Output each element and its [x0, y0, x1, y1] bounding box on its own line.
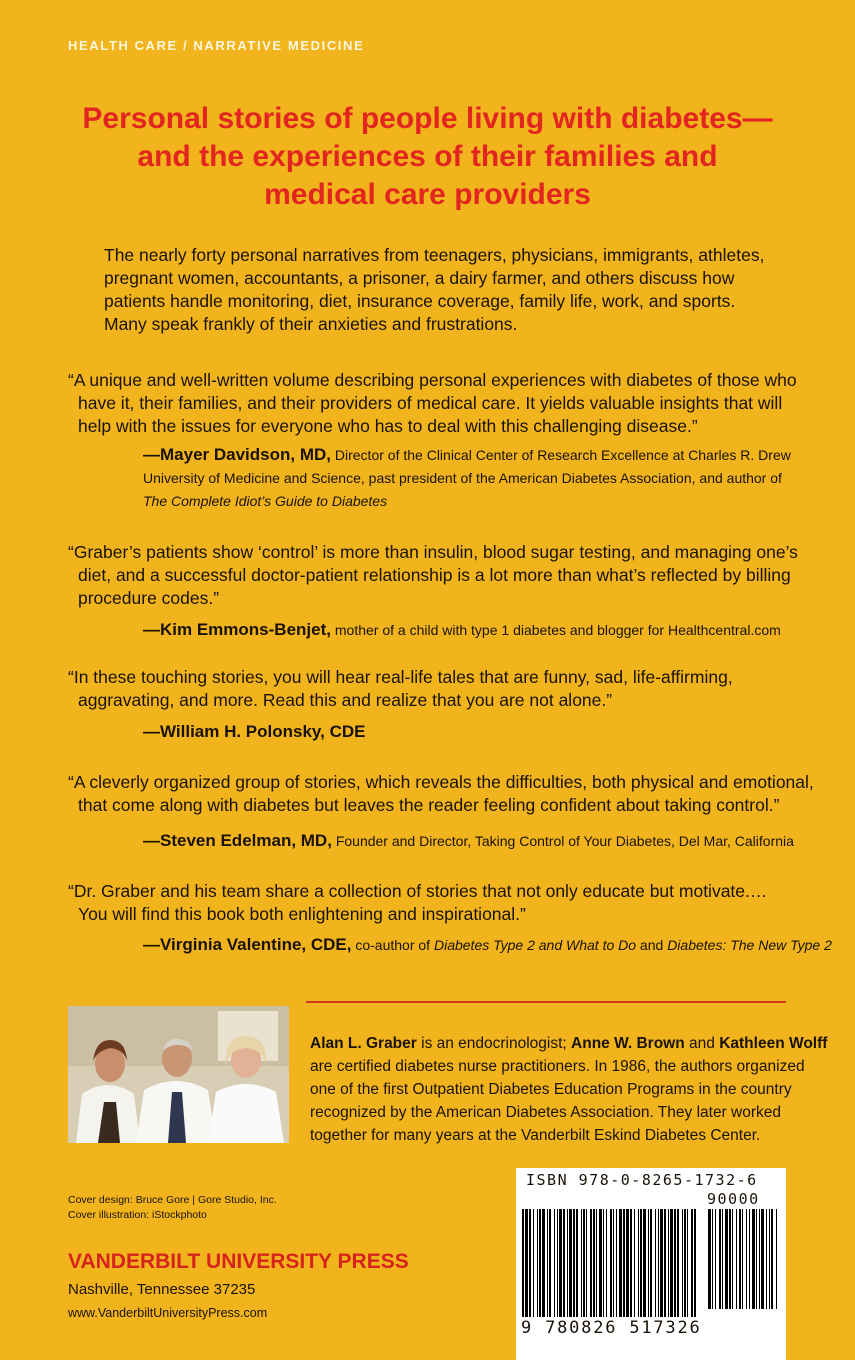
quote-line: that come along with diabetes but leaves the reader feeling confident about taking control.” [78, 795, 780, 815]
quote-line: diet, and a successful doctor-patient relationship is a lot more than what’s reflected by billing [78, 565, 791, 585]
barcode-bar [670, 1209, 673, 1317]
quote-line: help with the issues for everyone who has to deal with this challenging disease.” [78, 416, 698, 436]
barcode-bar [533, 1209, 534, 1317]
barcode-bar [547, 1209, 548, 1317]
cover-credits [68, 1193, 277, 1223]
headline-line-2: and the experiences of their families and [137, 140, 718, 173]
barcode-bar [559, 1209, 562, 1317]
barcode-bar [529, 1209, 531, 1317]
barcode-graphic [520, 1209, 782, 1317]
cover-design-credit: Cover design: Bruce Gore | Gore Studio, Inc. [68, 1194, 277, 1206]
price-barcode-bar [752, 1209, 755, 1309]
endorser-title: mother of a child with type 1 diabetes and blogger for Healthcentral.com [330, 622, 781, 638]
barcode-bar [664, 1209, 666, 1317]
barcode-bar [606, 1209, 607, 1317]
publisher-name: VANDERBILT UNIVERSITY PRESS [68, 1250, 409, 1273]
blurb-quote-4 [68, 771, 814, 817]
price-barcode-bar [742, 1209, 743, 1309]
price-barcode-bar [771, 1209, 773, 1309]
price-barcode-bar [776, 1209, 777, 1309]
quote-line: You will find this book both enlightening and inspirational.” [78, 904, 526, 924]
isbn-text: ISBN 978-0-8265-1732-6 [526, 1171, 758, 1189]
price-barcode-bar [729, 1209, 731, 1309]
barcode-bar [655, 1209, 656, 1317]
barcode-bar [573, 1209, 575, 1317]
price-barcode-bar [756, 1209, 757, 1309]
endorser-name: —William H. Polonsky, CDE [143, 722, 366, 741]
barcode-bar [590, 1209, 592, 1317]
barcode-bar [648, 1209, 649, 1317]
cover-illustration-credit: Cover illustration: iStockphoto [68, 1209, 207, 1221]
barcode-bar [668, 1209, 669, 1317]
price-code-text: 90000 [707, 1190, 760, 1208]
author-name-2: Anne W. Brown [571, 1035, 685, 1052]
blurb-quote-3 [68, 666, 808, 712]
quote-line: procedure codes.” [78, 588, 220, 608]
endorser-name: —Steven Edelman, MD, [143, 831, 332, 850]
blurb-attribution-5 [143, 933, 832, 957]
barcode-bar [596, 1209, 597, 1317]
publisher-url: www.VanderbiltUniversityPress.com [68, 1306, 268, 1320]
author-name-1: Alan L. Graber [310, 1035, 417, 1052]
barcode-bar [554, 1209, 555, 1317]
barcode-bar [674, 1209, 676, 1317]
barcode-bar [640, 1209, 642, 1317]
barcode-bar [691, 1209, 693, 1317]
endorser-book-2: Diabetes: The New Type 2 [667, 937, 832, 953]
barcode-bar [643, 1209, 646, 1317]
endorser-joiner: and [636, 937, 668, 953]
description-line: The nearly forty personal narratives from teenagers, physicians, immigrants, athletes, [104, 245, 765, 265]
quote-line: “Dr. Graber and his team share a collection of stories that not only educate but motivate.… [68, 881, 768, 901]
price-barcode-bar [759, 1209, 760, 1309]
barcode-bar [650, 1209, 652, 1317]
endorser-name: —Virginia Valentine, CDE, [143, 935, 352, 954]
blurb-quote-1 [68, 369, 808, 438]
barcode-bar [658, 1209, 659, 1317]
quote-line: aggravating, and more. Read this and realize that you are not alone.” [78, 690, 613, 710]
barcode-bar [593, 1209, 595, 1317]
barcode-bar [581, 1209, 582, 1317]
description-line: patients handle monitoring, diet, insurance coverage, family life, work, and sports. [104, 291, 736, 311]
barcode-bar [522, 1209, 524, 1317]
barcode-bar [583, 1209, 585, 1317]
price-barcode-bar [708, 1209, 711, 1309]
endorser-title: co-author of [351, 937, 434, 953]
quote-line: “In these touching stories, you will hear real-life tales that are funny, sad, life-affirming, [68, 667, 733, 687]
price-barcode-bar [761, 1209, 764, 1309]
endorser-title: Founder and Director, Taking Control of Your Diabetes, Del Mar, California [331, 833, 794, 849]
price-barcode-bar [719, 1209, 721, 1309]
bio-text: is an endocrinologist; [416, 1035, 572, 1052]
barcode-bar [576, 1209, 578, 1317]
price-barcode-bar [746, 1209, 747, 1309]
bio-line: recognized by the American Diabetes Association. They later worked [310, 1104, 781, 1121]
author-photo-illustration [68, 1006, 289, 1143]
barcode-bar [549, 1209, 551, 1317]
quote-line: “A cleverly organized group of stories, which reveals the difficulties, both physical and emotional, [68, 772, 814, 792]
barcode-bar [682, 1209, 683, 1317]
quote-line: have it, their families, and their providers of medical care. It yields valuable insights that will [78, 393, 783, 413]
endorser-book: The Complete Idiot’s Guide to Diabetes [143, 493, 388, 509]
description-line: Many speak frankly of their anxieties and frustrations. [104, 314, 518, 334]
barcode-bar [603, 1209, 604, 1317]
category-label: HEALTH CARE / NARRATIVE MEDICINE [68, 38, 365, 53]
barcode-bar [613, 1209, 614, 1317]
price-barcode-bar [766, 1209, 767, 1309]
barcode-bar [638, 1209, 639, 1317]
price-barcode-bar [769, 1209, 770, 1309]
barcode-bar [687, 1209, 688, 1317]
quote-line: “Graber’s patients show ‘control’ is more than insulin, blood sugar testing, and managing one’s [68, 542, 798, 562]
blurb-attribution-2 [143, 618, 781, 642]
barcode-bar [563, 1209, 565, 1317]
barcode-bar [626, 1209, 629, 1317]
ean-digits: 9 780826 517326 [521, 1318, 702, 1338]
price-barcode-bar [732, 1209, 733, 1309]
blurb-quote-5 [68, 880, 808, 926]
description-line: pregnant women, accountants, a prisoner, a dairy farmer, and others discuss how [104, 268, 735, 288]
barcode-bar [539, 1209, 541, 1317]
blurb-attribution-4 [143, 829, 794, 853]
headline-line-1: Personal stories of people living with diabetes— [82, 102, 773, 135]
bio-line: are certified diabetes nurse practitioners. In 1986, the authors organized [310, 1058, 805, 1075]
headline-line-3: medical care providers [264, 178, 591, 211]
barcode-bar [616, 1209, 617, 1317]
barcode-bar [619, 1209, 622, 1317]
price-barcode-bar [715, 1209, 716, 1309]
quote-line: “A unique and well-written volume describing personal experiences with diabetes of those who [68, 370, 797, 390]
barcode-bar [542, 1209, 545, 1317]
endorser-book-1: Diabetes Type 2 and What to Do [433, 937, 637, 953]
bio-line: together for many years at the Vanderbilt Eskind Diabetes Center. [310, 1127, 761, 1144]
author-name-3: Kathleen Wolff [719, 1035, 828, 1052]
bio-line: one of the first Outpatient Diabetes Education Programs in the country [310, 1081, 792, 1098]
barcode-bar [684, 1209, 686, 1317]
author-photo [68, 1006, 289, 1143]
barcode-bar [634, 1209, 635, 1317]
description [104, 244, 794, 336]
barcode-bar [610, 1209, 612, 1317]
price-barcode-bar [725, 1209, 728, 1309]
barcode-bar [660, 1209, 663, 1317]
endorser-name: —Kim Emmons-Benjet, [143, 620, 331, 639]
blurb-quote-2 [68, 541, 808, 610]
barcode-bar [537, 1209, 538, 1317]
barcode-bar [599, 1209, 602, 1317]
barcode-bar [586, 1209, 587, 1317]
price-barcode-bar [736, 1209, 737, 1309]
price-barcode-bar [739, 1209, 741, 1309]
barcode-bar [567, 1209, 568, 1317]
blurb-attribution-3 [143, 720, 365, 744]
barcode-bar [623, 1209, 625, 1317]
price-barcode-bar [749, 1209, 750, 1309]
author-bio [310, 1032, 828, 1147]
price-barcode-bar [722, 1209, 723, 1309]
barcode-bar [630, 1209, 632, 1317]
price-barcode-bar [712, 1209, 713, 1309]
barcode-bar [677, 1209, 679, 1317]
barcode-bar [694, 1209, 696, 1317]
endorser-title-cont: University of Medicine and Science, past president of the American Diabetes Association, and author of [143, 470, 782, 486]
publisher-city: Nashville, Tennessee 37235 [68, 1281, 256, 1298]
barcode-bar [557, 1209, 558, 1317]
barcode-bar [525, 1209, 528, 1317]
barcode-bar [569, 1209, 572, 1317]
bio-text: and [684, 1035, 720, 1052]
divider-rule [306, 1001, 786, 1003]
blurb-attribution-1 [143, 443, 791, 513]
endorser-title: Director of the Clinical Center of Research Excellence at Charles R. Drew [331, 447, 791, 463]
endorser-name: —Mayer Davidson, MD, [143, 445, 331, 464]
